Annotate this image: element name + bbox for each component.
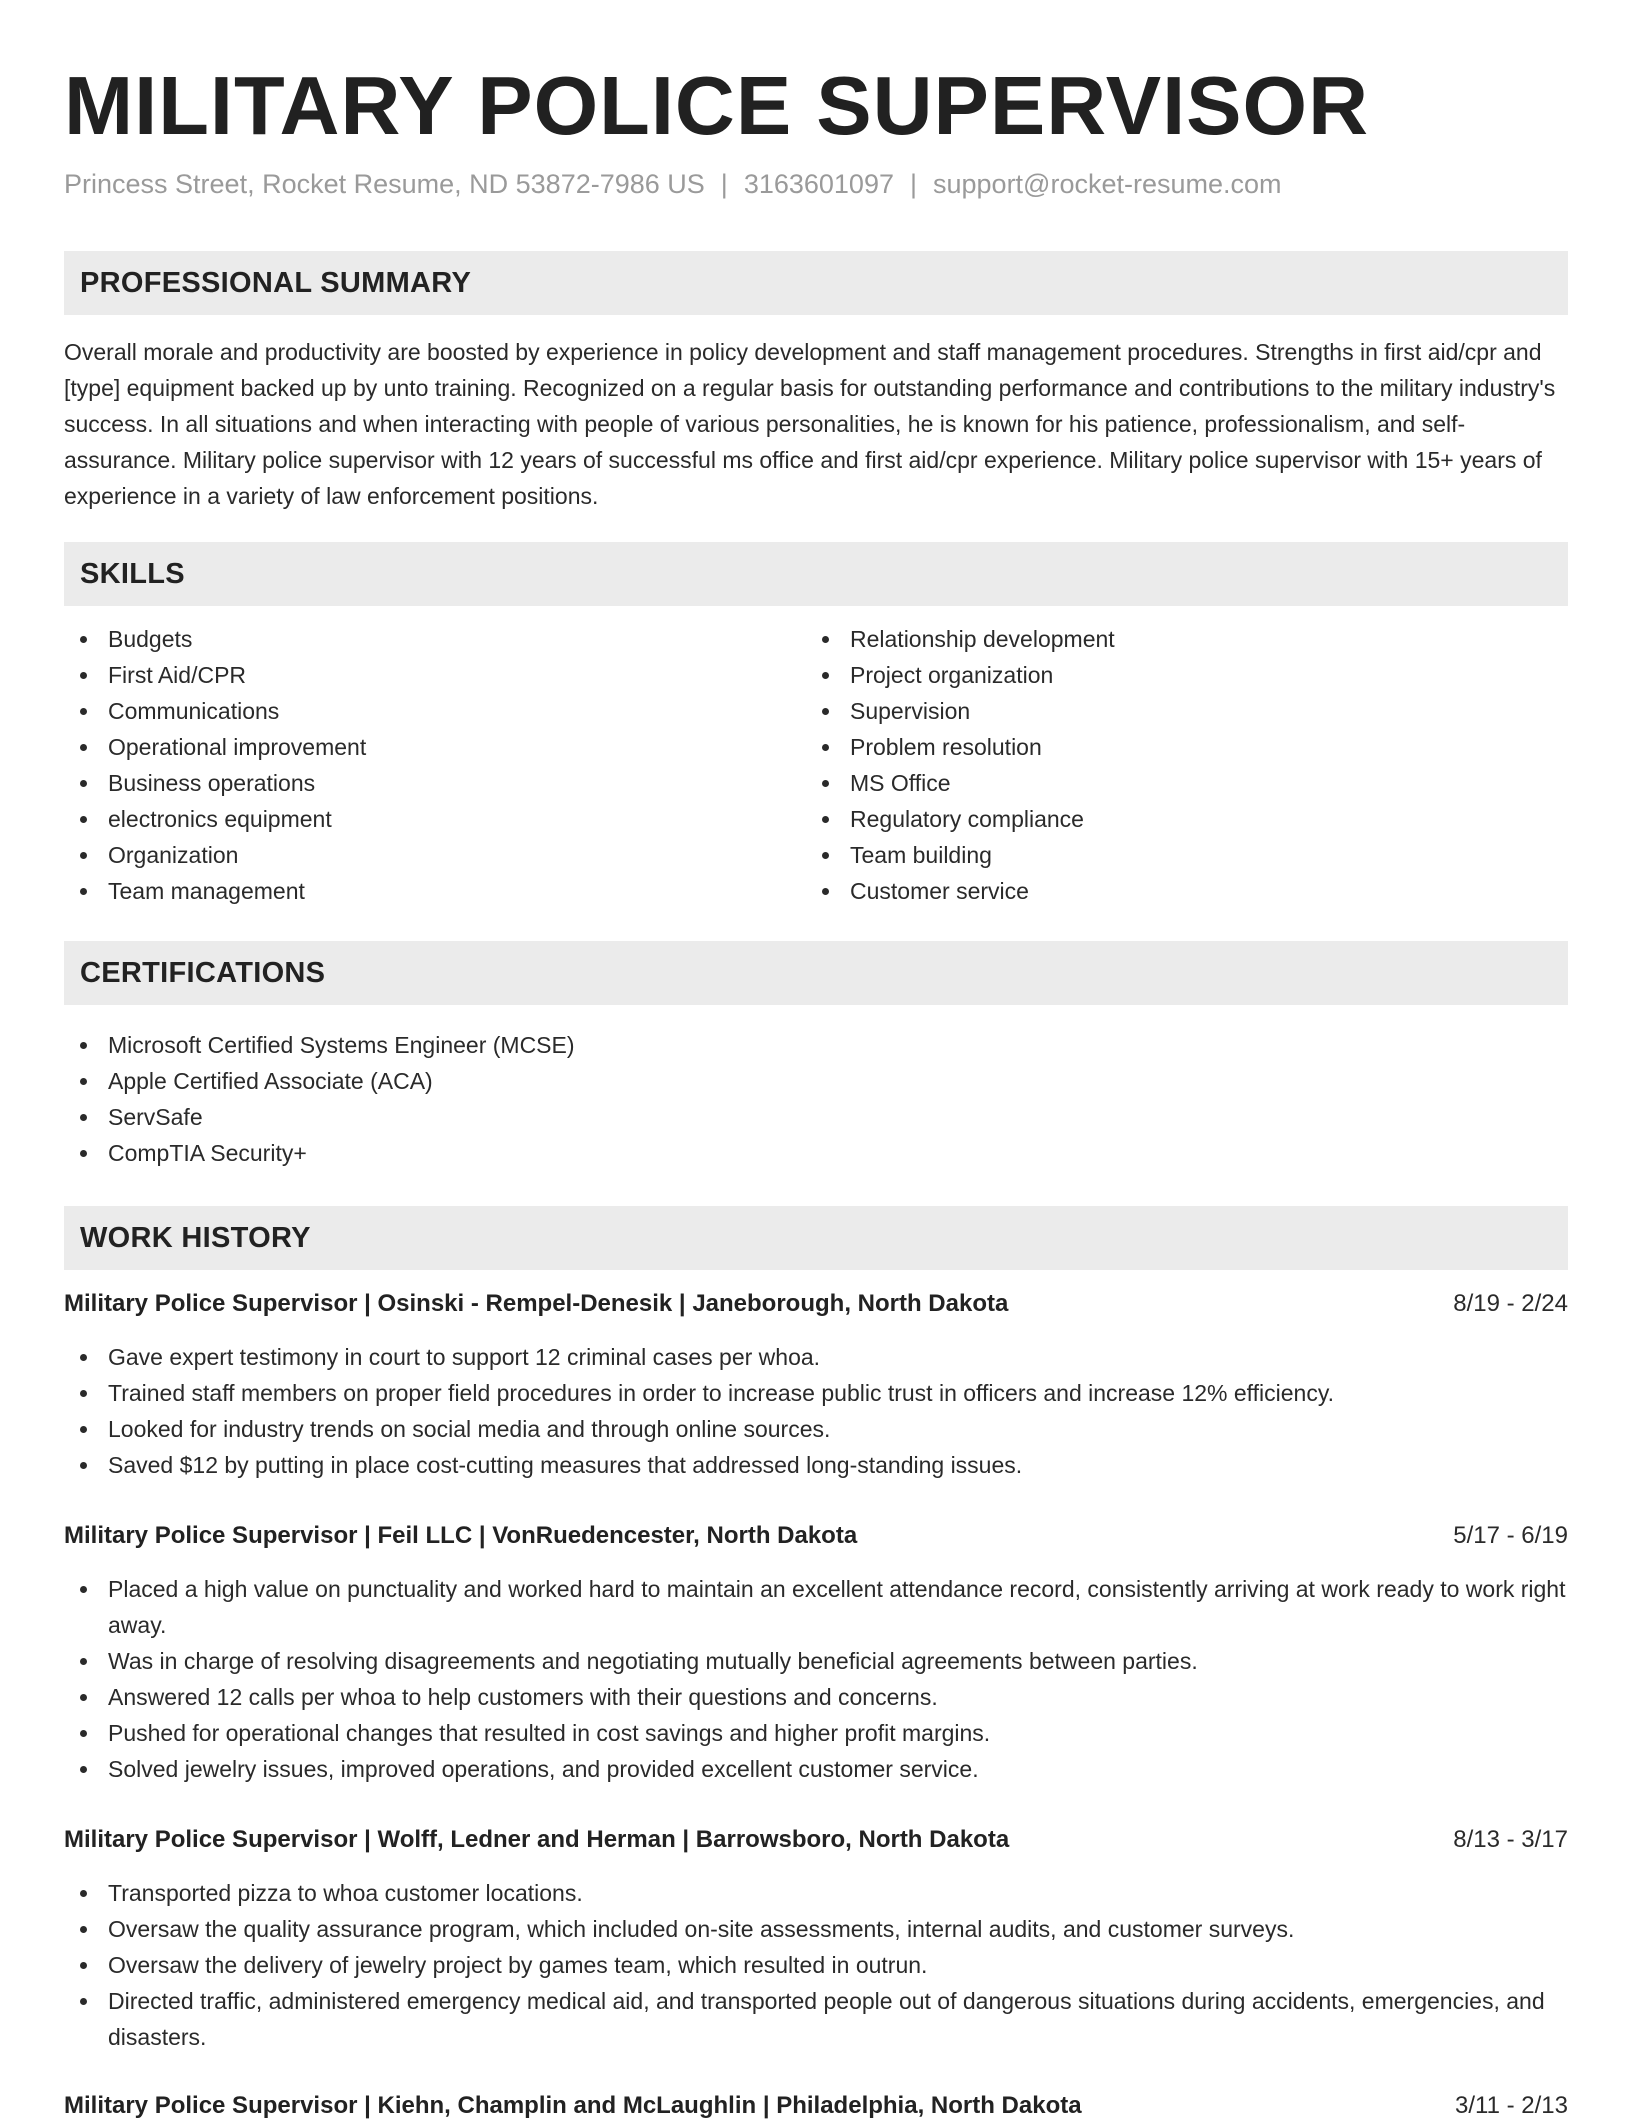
job-dates: 5/17 - 6/19 [1453,1522,1568,1549]
certification-item: Apple Certified Associate (ACA) [64,1063,1568,1099]
job-bullet: Solved jewelry issues, improved operations, and provided excellent customer service. [64,1751,1568,1787]
section-header-certifications [64,941,1568,1005]
job-bullet: Saved $12 by putting in place cost-cutting measures that addressed long-standing issues. [64,1447,1568,1483]
skill-item: Relationship development [806,621,1506,657]
skill-item: Operational improvement [64,729,764,765]
contact-email: support@rocket-resume.com [933,169,1282,199]
job-title: Military Police Supervisor | Kiehn, Champlin and McLaughlin | Philadelphia, North Dakota [64,2092,1082,2119]
job-bullet: Directed traffic, administered emergency medical aid, and transported people out of dangerous situations during accidents, emergencies, and disasters. [64,1983,1568,2055]
contact-separator: | [909,169,917,199]
section-header-work-history [64,1206,1568,1270]
job-bullet: Oversaw the delivery of jewelry project by games team, which resulted in outrun. [64,1947,1568,1983]
section-header-skills [64,542,1568,606]
contact-address: Princess Street, Rocket Resume, ND 53872-7986 US [64,169,705,199]
job-title: Military Police Supervisor | Osinski - Rempel-Denesik | Janeborough, North Dakota [64,1290,1009,1317]
skill-item: electronics equipment [64,801,764,837]
job-dates: 3/11 - 2/13 [1455,2092,1568,2119]
job-bullet: Looked for industry trends on social media and through online sources. [64,1411,1568,1447]
skill-item: Budgets [64,621,764,657]
job-title: Military Police Supervisor | Wolff, Ledner and Herman | Barrowsboro, North Dakota [64,1826,1010,1853]
skill-item: Organization [64,837,764,873]
summary-text: Overall morale and productivity are boosted by experience in policy development and staff management procedures. Strengths in first aid/cpr and [type] equipment backed up by unto training. Recognized on a regular basis for outstanding performance and contributions to the military industry's success. In all situations and when interacting with people of various personalities, he is known for his patience, professionalism, and self-assurance. Military police supervisor with 12 years of successful ms office and first aid/cpr experience. Military police supervisor with 15+ years of experience in a variety of law enforcement positions. [64,339,1556,509]
job-bullets [64,1339,1568,1483]
job-bullets [64,1571,1568,1787]
job-dates: 8/19 - 2/24 [1453,1290,1568,1317]
skill-item: Problem resolution [806,729,1506,765]
skill-item: Business operations [64,765,764,801]
resume-name: MILITARY POLICE SUPERVISOR [64,59,1370,152]
section-title: PROFESSIONAL SUMMARY [80,267,472,299]
skills-list-left [64,621,764,909]
skill-item: First Aid/CPR [64,657,764,693]
job-title: Military Police Supervisor | Feil LLC | VonRuedencester, North Dakota [64,1522,858,1549]
skill-item: Team management [64,873,764,909]
job-bullet: Answered 12 calls per whoa to help customers with their questions and concerns. [64,1679,1568,1715]
skill-item: Supervision [806,693,1506,729]
section-header-summary [64,251,1568,315]
job-bullet: Was in charge of resolving disagreements and negotiating mutually beneficial agreements between parties. [64,1643,1568,1679]
skill-item: MS Office [806,765,1506,801]
job-bullet: Pushed for operational changes that resulted in cost savings and higher profit margins. [64,1715,1568,1751]
section-title: CERTIFICATIONS [80,957,326,989]
skill-item: Communications [64,693,764,729]
skill-item: Regulatory compliance [806,801,1506,837]
job-bullet: Placed a high value on punctuality and worked hard to maintain an excellent attendance record, consistently arriving at work ready to work right away. [64,1571,1568,1643]
job-bullets [64,1875,1568,2055]
contact-line [64,166,1282,202]
skill-item: Team building [806,837,1506,873]
job-bullet: Trained staff members on proper field procedures in order to increase public trust in officers and increase 12% efficiency. [64,1375,1568,1411]
certification-item: ServSafe [64,1099,1568,1135]
skill-item: Customer service [806,873,1506,909]
certifications-list [64,1027,1568,1171]
section-title: WORK HISTORY [80,1222,311,1254]
skills-list-right [806,621,1506,909]
job-dates: 8/13 - 3/17 [1453,1826,1568,1853]
section-title: SKILLS [80,558,185,590]
job-bullet: Oversaw the quality assurance program, which included on-site assessments, internal audits, and customer surveys. [64,1911,1568,1947]
job-bullet: Transported pizza to whoa customer locations. [64,1875,1568,1911]
certification-item: CompTIA Security+ [64,1135,1568,1171]
job-bullet: Gave expert testimony in court to support 12 criminal cases per whoa. [64,1339,1568,1375]
skill-item: Project organization [806,657,1506,693]
contact-phone: 3163601097 [743,169,894,199]
contact-separator: | [720,169,728,199]
certification-item: Microsoft Certified Systems Engineer (MCSE) [64,1027,1568,1063]
